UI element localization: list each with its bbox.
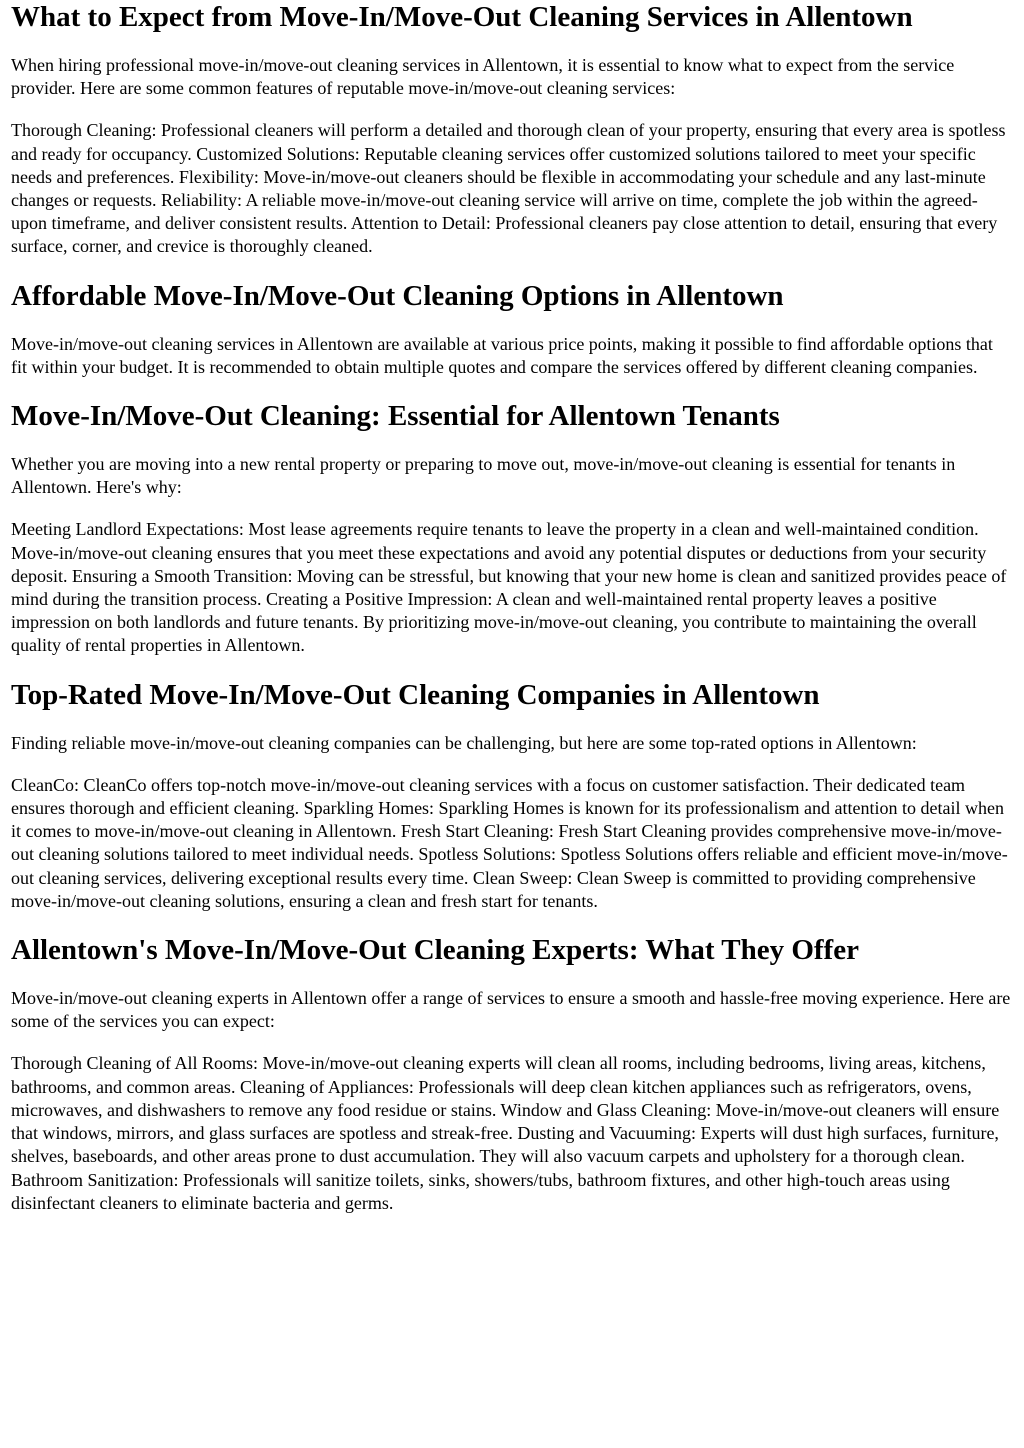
section-what-to-expect — [11, 0, 1013, 259]
section-heading: What to Expect from Move-In/Move-Out Cleaning Services in Allentown — [11, 1, 913, 33]
section-top-rated-companies — [11, 678, 1013, 913]
section-affordable-options — [11, 279, 1013, 379]
section-paragraph: CleanCo: CleanCo offers top-notch move-in/move-out cleaning services with a focus on customer satisfaction. Their dedicated team ensures thorough and efficient cleaning. Sparkling Homes: Sparkling Homes is known for its professionalism and attention to detail when it comes to move-in/move-out cleaning in Allentown. Fresh Start Cleaning: Fresh Start Cleaning provides comprehensive move-in/move-out cleaning solutions tailored to meet individual needs. Spotless Solutions: Spotless Solutions offers reliable and efficient move-in/move-out cleaning services, delivering exceptional results every time. Clean Sweep: Clean Sweep is committed to providing comprehensive move-in/move-out cleaning solutions, ensuring a clean and fresh start for tenants. — [11, 774, 1008, 911]
section-essential-for-tenants — [11, 399, 1013, 658]
section-heading: Affordable Move-In/Move-Out Cleaning Options in Allentown — [11, 279, 784, 312]
section-paragraph: Move-in/move-out cleaning experts in Allentown offer a range of services to ensure a smooth and hassle-free moving experience. Here are some of the services you can expect: — [11, 988, 1011, 1032]
section-paragraph: Finding reliable move-in/move-out cleaning companies can be challenging, but here are some top-rated options in Allentown: — [11, 732, 917, 753]
section-paragraph: Move-in/move-out cleaning services in Allentown are available at various price points, making it possible to find affordable options that fit within your budget. It is recommended to obtain multiple quotes and compare the services offered by different cleaning companies. — [11, 333, 993, 377]
section-paragraph: When hiring professional move-in/move-out cleaning services in Allentown, it is essential to know what to expect from the service provider. Here are some common features of reputable move-in/move-out cleaning services: — [11, 55, 955, 99]
section-paragraph: Meeting Landlord Expectations: Most lease agreements require tenants to leave the property in a clean and well-maintained condition. Move-in/move-out cleaning ensures that you meet these expectations and avoid any potential disputes or deductions from your security deposit. Ensuring a Smooth Transition: Moving can be stressful, but knowing that your new home is clean and sanitized provides peace of mind during the transition process. Creating a Positive Impression: A clean and well-maintained rental property leaves a positive impression on both landlords and future tenants. By prioritizing move-in/move-out cleaning, you contribute to maintaining the overall quality of rental properties in Allentown. — [11, 519, 1007, 656]
section-heading: Move-In/Move-Out Cleaning: Essential for Allentown Tenants — [11, 400, 780, 433]
section-heading: Allentown's Move-In/Move-Out Cleaning Experts: What They Offer — [11, 934, 859, 967]
section-experts-offer — [11, 933, 1013, 1215]
section-paragraph: Whether you are moving into a new rental property or preparing to move out, move-in/move-out cleaning is essential for tenants in Allentown. Here's why: — [11, 454, 956, 498]
section-heading: Top-Rated Move-In/Move-Out Cleaning Companies in Allentown — [11, 678, 820, 711]
section-paragraph: Thorough Cleaning of All Rooms: Move-in/move-out cleaning experts will clean all rooms, including bedrooms, living areas, kitchens, bathrooms, and common areas. Cleaning of Appliances: Professionals will deep clean kitchen appliances such as refrigerators, ovens, microwaves, and dishwashers to remove any food residue or stains. Window and Glass Cleaning: Move-in/move-out cleaners will ensure that windows, mirrors, and glass surfaces are spotless and streak-free. Dusting and Vacuuming: Experts will dust high surfaces, furniture, shelves, baseboards, and other areas prone to dust accumulation. They will also vacuum carpets and upholstery for a thorough clean. Bathroom Sanitization: Professionals will sanitize toilets, sinks, showers/tubs, bathroom fixtures, and other high-touch areas using disinfectant cleaners to eliminate bacteria and germs. — [11, 1053, 1000, 1213]
section-paragraph: Thorough Cleaning: Professional cleaners will perform a detailed and thorough clean of your property, ensuring that every area is spotless and ready for occupancy. Customized Solutions: Reputable cleaning services offer customized solutions tailored to meet your specific needs and preferences. Flexibility: Move-in/move-out cleaners should be flexible in accommodating your schedule and any last-minute changes or requests. Reliability: A reliable move-in/move-out cleaning service will arrive on time, complete the job within the agreed-upon timeframe, and deliver consistent results. Attention to Detail: Professional cleaners pay close attention to detail, ensuring that every surface, corner, and crevice is thoroughly cleaned. — [11, 120, 1006, 257]
